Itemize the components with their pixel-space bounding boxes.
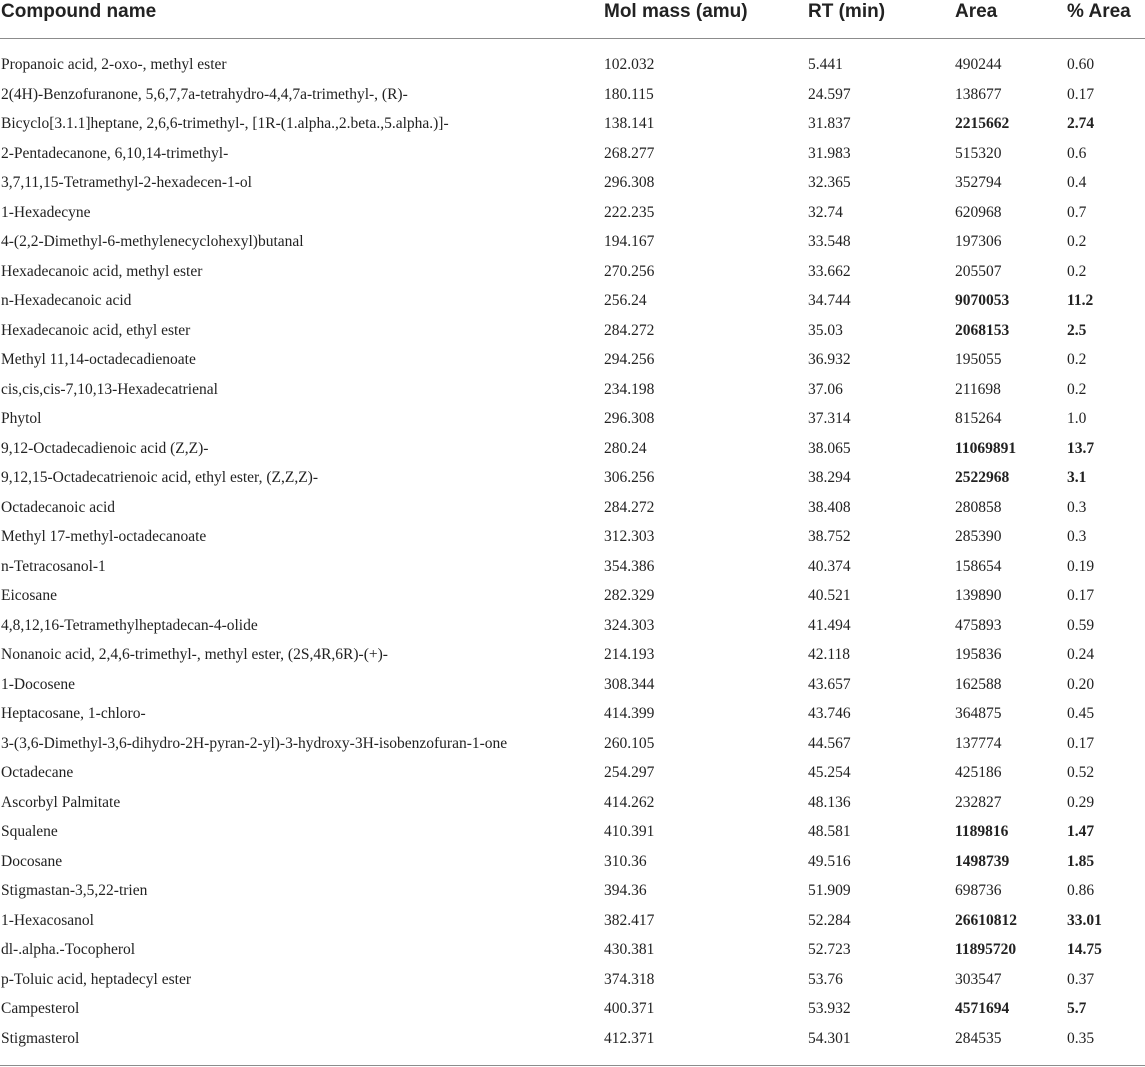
cell-pct-area: 0.7	[1067, 203, 1087, 221]
cell-compound-name: 4,8,12,16-Tetramethylheptadecan-4-olide	[1, 616, 258, 634]
cell-rt: 38.294	[808, 469, 851, 486]
table-row	[0, 109, 1145, 139]
cell-area: 2215662	[955, 115, 1010, 132]
cell-compound-name: Stigmastan-3,5,22-trien	[1, 882, 148, 899]
cell-area: 284535	[955, 1029, 1002, 1047]
cell-rt: 34.744	[808, 292, 851, 309]
table-row	[0, 758, 1145, 788]
cell-rt: 48.581	[808, 823, 851, 840]
cell-rt: 45.254	[808, 764, 851, 781]
cell-pct-area: 0.20	[1067, 675, 1095, 693]
table-row	[0, 198, 1145, 228]
cell-area: 285390	[955, 528, 1002, 545]
table-row	[0, 699, 1145, 729]
table-row	[0, 640, 1145, 670]
cell-compound-name: Phytol	[1, 410, 42, 427]
cell-area: 2522968	[955, 469, 1010, 486]
cell-pct-area: 0.2	[1067, 262, 1087, 280]
table-row	[0, 404, 1145, 434]
table-row	[0, 1024, 1145, 1054]
cell-area: 139890	[955, 587, 1002, 604]
cell-mol-mass: 296.308	[604, 174, 655, 191]
cell-area: 620968	[955, 203, 1002, 221]
cell-rt: 37.314	[808, 410, 851, 427]
cell-pct-area: 0.86	[1067, 882, 1095, 899]
cell-rt: 52.284	[808, 911, 851, 929]
cell-compound-name: Octadecane	[1, 764, 74, 781]
cell-pct-area: 1.47	[1067, 823, 1095, 840]
cell-compound-name: 1-Hexadecyne	[1, 203, 91, 221]
cell-area: 137774	[955, 734, 1002, 752]
cell-pct-area: 0.17	[1067, 734, 1095, 752]
cell-area: 11069891	[955, 439, 1017, 457]
table-row	[0, 817, 1145, 847]
cell-area: 9070053	[955, 292, 1010, 309]
cell-area: 195055	[955, 351, 1002, 368]
cell-compound-name: n-Hexadecanoic acid	[1, 292, 132, 309]
cell-mol-mass: 414.262	[604, 793, 655, 811]
header-pct-area: % Area	[1067, 1, 1131, 22]
cell-compound-name: Methyl 11,14-octadecadienoate	[1, 351, 196, 368]
cell-pct-area: 0.35	[1067, 1029, 1095, 1047]
cell-mol-mass: 294.256	[604, 351, 655, 368]
cell-mol-mass: 374.318	[604, 970, 655, 988]
cell-area: 158654	[955, 557, 1002, 575]
cell-compound-name: Nonanoic acid, 2,4,6-trimethyl-, methyl ester, (2S,4R,6R)-(+)-	[1, 646, 388, 663]
cell-compound-name: 3,7,11,15-Tetramethyl-2-hexadecen-1-ol	[1, 174, 252, 191]
cell-compound-name: Campesterol	[1, 1000, 80, 1017]
cell-pct-area: 0.2	[1067, 351, 1087, 368]
cell-rt: 43.746	[808, 705, 851, 722]
cell-pct-area: 0.17	[1067, 587, 1095, 604]
table-row	[0, 493, 1145, 523]
cell-pct-area: 0.3	[1067, 498, 1087, 516]
table-body	[0, 50, 1145, 1053]
cell-pct-area: 2.5	[1067, 321, 1087, 339]
cell-mol-mass: 280.24	[604, 439, 647, 457]
cell-mol-mass: 138.141	[604, 115, 655, 132]
cell-mol-mass: 260.105	[604, 734, 655, 752]
cell-mol-mass: 194.167	[604, 233, 655, 250]
cell-pct-area: 0.19	[1067, 557, 1095, 575]
cell-compound-name: 2(4H)-Benzofuranone, 5,6,7,7a-tetrahydro-4,4,7a-trimethyl-, (R)-	[1, 85, 408, 103]
cell-area: 162588	[955, 675, 1002, 693]
cell-mol-mass: 306.256	[604, 469, 655, 486]
cell-mol-mass: 394.36	[604, 882, 647, 899]
cell-rt: 38.752	[808, 528, 851, 545]
cell-mol-mass: 282.329	[604, 587, 655, 604]
table-row	[0, 729, 1145, 759]
cell-area: 195836	[955, 646, 1002, 663]
bottom-rule	[0, 1065, 1145, 1066]
cell-area: 1189816	[955, 823, 1009, 840]
cell-rt: 52.723	[808, 941, 851, 958]
table-row	[0, 788, 1145, 818]
table-row	[0, 375, 1145, 405]
cell-area: 515320	[955, 144, 1002, 162]
table-row	[0, 935, 1145, 965]
cell-compound-name: Docosane	[1, 852, 63, 870]
cell-compound-name: 2-Pentadecanone, 6,10,14-trimethyl-	[1, 144, 229, 162]
cell-mol-mass: 412.371	[604, 1029, 655, 1047]
cell-area: 303547	[955, 970, 1002, 988]
cell-pct-area: 14.75	[1067, 941, 1102, 958]
table-row	[0, 80, 1145, 110]
cell-area: 11895720	[955, 941, 1017, 958]
cell-rt: 36.932	[808, 351, 851, 368]
cell-area: 280858	[955, 498, 1002, 516]
cell-mol-mass: 354.386	[604, 557, 655, 575]
cell-rt: 44.567	[808, 734, 851, 752]
cell-compound-name: 3-(3,6-Dimethyl-3,6-dihydro-2H-pyran-2-yl)-3-hydroxy-3H-isobenzofuran-1-one	[1, 734, 508, 752]
cell-mol-mass: 296.308	[604, 410, 655, 427]
cell-area: 138677	[955, 85, 1002, 103]
cell-compound-name: 9,12,15-Octadecatrienoic acid, ethyl ester, (Z,Z,Z)-	[1, 469, 318, 486]
cell-pct-area: 2.74	[1067, 115, 1095, 132]
cell-rt: 31.837	[808, 115, 851, 132]
cell-pct-area: 0.60	[1067, 56, 1095, 73]
cell-rt: 53.76	[808, 970, 843, 988]
table-row	[0, 965, 1145, 995]
table-row	[0, 552, 1145, 582]
cell-pct-area: 0.6	[1067, 144, 1087, 162]
table-row	[0, 50, 1145, 80]
cell-mol-mass: 410.391	[604, 823, 655, 840]
table-row	[0, 876, 1145, 906]
cell-rt: 37.06	[808, 380, 843, 398]
cell-pct-area: 0.17	[1067, 85, 1095, 103]
cell-rt: 32.74	[808, 203, 843, 221]
cell-rt: 41.494	[808, 616, 851, 634]
cell-mol-mass: 268.277	[604, 144, 655, 162]
cell-compound-name: Stigmasterol	[1, 1029, 80, 1047]
cell-area: 352794	[955, 174, 1002, 191]
cell-compound-name: 1-Hexacosanol	[1, 911, 94, 929]
cell-area: 232827	[955, 793, 1002, 811]
cell-rt: 38.065	[808, 439, 851, 457]
cell-area: 698736	[955, 882, 1002, 899]
header-rt: RT (min)	[808, 1, 886, 22]
table-row	[0, 522, 1145, 552]
cell-mol-mass: 180.115	[604, 85, 654, 103]
cell-area: 205507	[955, 262, 1002, 280]
cell-pct-area: 0.2	[1067, 380, 1087, 398]
cell-rt: 54.301	[808, 1029, 851, 1047]
table-row	[0, 227, 1145, 257]
cell-rt: 24.597	[808, 85, 851, 103]
cell-mol-mass: 312.303	[604, 528, 655, 545]
cell-pct-area: 0.3	[1067, 528, 1087, 545]
cell-rt: 48.136	[808, 793, 851, 811]
cell-area: 1498739	[955, 852, 1010, 870]
cell-mol-mass: 308.344	[604, 675, 655, 693]
header-area: Area	[955, 1, 998, 22]
cell-rt: 33.548	[808, 233, 851, 250]
cell-mol-mass: 324.303	[604, 616, 655, 634]
cell-compound-name: n-Tetracosanol-1	[1, 557, 106, 575]
cell-pct-area: 33.01	[1067, 911, 1102, 929]
cell-compound-name: 9,12-Octadecadienoic acid (Z,Z)-	[1, 439, 209, 457]
cell-pct-area: 0.2	[1067, 233, 1087, 250]
cell-pct-area: 0.4	[1067, 174, 1087, 191]
cell-compound-name: Octadecanoic acid	[1, 498, 116, 516]
cell-pct-area: 1.0	[1067, 410, 1087, 427]
table-row	[0, 847, 1145, 877]
cell-pct-area: 0.37	[1067, 970, 1095, 988]
cell-area: 425186	[955, 764, 1002, 781]
cell-compound-name: 4-(2,2-Dimethyl-6-methylenecyclohexyl)butanal	[1, 233, 304, 250]
cell-area: 364875	[955, 705, 1002, 722]
table-row	[0, 345, 1145, 375]
cell-rt: 38.408	[808, 498, 851, 516]
cell-compound-name: p-Toluic acid, heptadecyl ester	[1, 970, 191, 988]
cell-compound-name: 1-Docosene	[1, 675, 76, 693]
cell-mol-mass: 284.272	[604, 498, 655, 516]
cell-compound-name: Methyl 17-methyl-octadecanoate	[1, 528, 207, 545]
cell-rt: 51.909	[808, 882, 851, 899]
table-row	[0, 670, 1145, 700]
cell-mol-mass: 400.371	[604, 1000, 655, 1017]
header-mol-mass: Mol mass (amu)	[604, 1, 748, 22]
header-compound-name: Compound name	[1, 1, 157, 22]
cell-area: 4571694	[955, 1000, 1010, 1017]
cell-pct-area: 11.2	[1067, 292, 1094, 309]
table-row	[0, 139, 1145, 169]
cell-mol-mass: 270.256	[604, 262, 655, 280]
cell-mol-mass: 102.032	[604, 56, 655, 73]
cell-compound-name: Propanoic acid, 2-oxo-, methyl ester	[1, 56, 227, 73]
cell-compound-name: Hexadecanoic acid, ethyl ester	[1, 321, 191, 339]
cell-compound-name: Squalene	[1, 823, 58, 840]
cell-pct-area: 0.52	[1067, 764, 1095, 781]
cell-compound-name: Bicyclo[3.1.1]heptane, 2,6,6-trimethyl-, [1R-(1.alpha.,2.beta.,5.alpha.)]-	[1, 115, 449, 132]
cell-area: 490244	[955, 56, 1002, 73]
table-row	[0, 906, 1145, 936]
cell-rt: 40.374	[808, 557, 851, 575]
cell-rt: 31.983	[808, 144, 851, 162]
cell-mol-mass: 284.272	[604, 321, 655, 339]
cell-pct-area: 0.45	[1067, 705, 1095, 722]
cell-mol-mass: 430.381	[604, 941, 655, 958]
cell-pct-area: 5.7	[1067, 1000, 1087, 1017]
cell-mol-mass: 254.297	[604, 764, 655, 781]
cell-pct-area: 0.59	[1067, 616, 1095, 634]
table-row	[0, 994, 1145, 1024]
table-row	[0, 434, 1145, 464]
cell-area: 26610812	[955, 911, 1017, 929]
table-row	[0, 581, 1145, 611]
cell-rt: 40.521	[808, 587, 851, 604]
cell-mol-mass: 234.198	[604, 380, 655, 398]
cell-rt: 42.118	[808, 646, 851, 663]
cell-area: 2068153	[955, 321, 1010, 339]
table-row	[0, 611, 1145, 641]
cell-area: 211698	[955, 380, 1001, 398]
cell-compound-name: Ascorbyl Palmitate	[1, 793, 121, 811]
cell-rt: 35.03	[808, 321, 843, 339]
cell-rt: 5.441	[808, 56, 843, 73]
table-row	[0, 316, 1145, 346]
cell-mol-mass: 222.235	[604, 203, 655, 221]
cell-pct-area: 1.85	[1067, 852, 1095, 870]
table-row	[0, 257, 1145, 287]
table-row	[0, 286, 1145, 316]
table-row	[0, 168, 1145, 198]
cell-pct-area: 3.1	[1067, 469, 1087, 486]
cell-area: 197306	[955, 233, 1002, 250]
table-row	[0, 463, 1145, 493]
cell-mol-mass: 214.193	[604, 646, 655, 663]
cell-area: 475893	[955, 616, 1002, 634]
cell-pct-area: 13.7	[1067, 439, 1095, 457]
cell-compound-name: Heptacosane, 1-chloro-	[1, 705, 146, 722]
cell-area: 815264	[955, 410, 1002, 427]
cell-rt: 33.662	[808, 262, 851, 280]
cell-compound-name: Eicosane	[1, 587, 57, 604]
table-header	[0, 0, 1145, 39]
cell-mol-mass: 414.399	[604, 705, 655, 722]
cell-compound-name: cis,cis,cis-7,10,13-Hexadecatrienal	[1, 380, 218, 398]
cell-rt: 53.932	[808, 1000, 851, 1017]
cell-pct-area: 0.24	[1067, 646, 1095, 663]
cell-mol-mass: 256.24	[604, 292, 647, 309]
cell-mol-mass: 310.36	[604, 852, 647, 870]
cell-mol-mass: 382.417	[604, 911, 655, 929]
cell-compound-name: Hexadecanoic acid, methyl ester	[1, 262, 203, 280]
cell-compound-name: dl-.alpha.-Tocopherol	[1, 941, 136, 958]
cell-pct-area: 0.29	[1067, 793, 1095, 811]
cell-rt: 32.365	[808, 174, 851, 191]
cell-rt: 49.516	[808, 852, 851, 870]
cell-rt: 43.657	[808, 675, 851, 693]
